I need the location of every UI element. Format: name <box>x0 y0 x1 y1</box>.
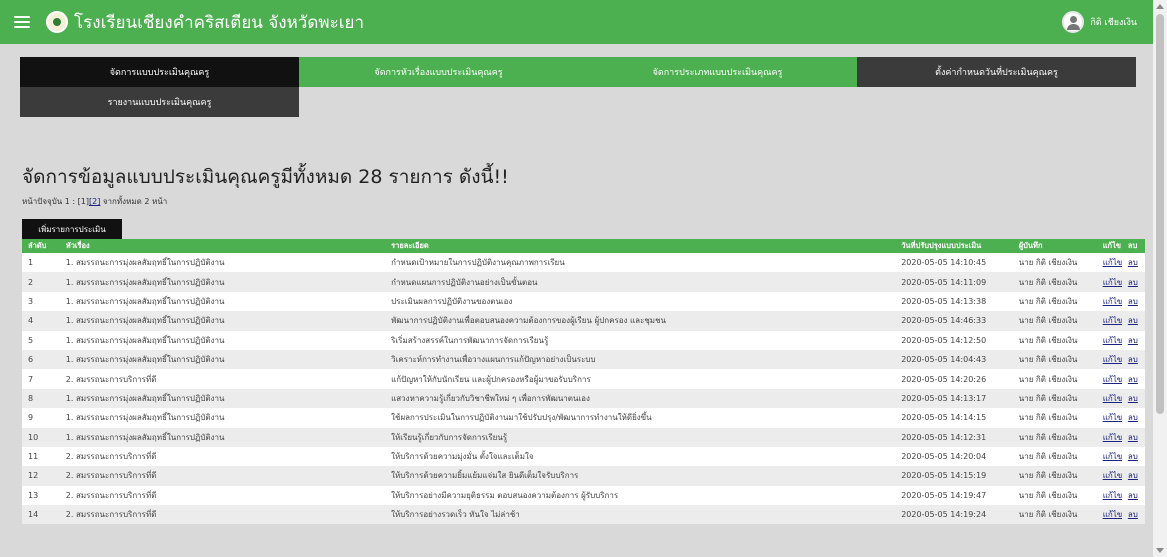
table-row <box>22 447 1145 466</box>
row-delete-cell <box>1122 253 1145 272</box>
table-header-row <box>22 239 1145 253</box>
school-title: โรงเรียนเชียงคำคริสเตียน จังหวัดพะเยา <box>74 12 365 33</box>
row-edit-cell <box>1097 292 1122 311</box>
delete-link[interactable]: ลบ <box>1127 374 1138 384</box>
col-header-no: ลำดับ <box>28 241 47 250</box>
row-no: 5 <box>28 335 34 345</box>
row-edit-cell <box>1097 389 1122 408</box>
row-no: 11 <box>28 452 39 462</box>
row-no: 3 <box>28 296 34 306</box>
row-edit-cell <box>1097 369 1122 388</box>
row-topic: 2. สมรรถนะการบริการที่ดี <box>65 490 157 500</box>
top-bar <box>0 0 1153 44</box>
delete-link[interactable]: ลบ <box>1127 413 1138 423</box>
row-topic: 2. สมรรถนะการบริการที่ดี <box>65 510 157 520</box>
col-header-updated: วันที่ปรับปรุงแบบประเมิน <box>901 241 982 250</box>
row-no: 14 <box>28 510 39 520</box>
col-header-recorder: ผู้บันทึก <box>1018 241 1043 250</box>
col-header-delete: ลบ <box>1127 241 1138 250</box>
table-row <box>22 311 1145 330</box>
row-recorder: นาย กิติ เชียงเงิน <box>1018 316 1078 326</box>
delete-link[interactable]: ลบ <box>1127 471 1138 481</box>
row-edit-cell <box>1097 331 1122 350</box>
table-row <box>22 486 1145 505</box>
edit-link[interactable]: แก้ไข <box>1102 316 1122 326</box>
row-recorder: นาย กิติ เชียงเงิน <box>1018 490 1078 500</box>
row-recorder: นาย กิติ เชียงเงิน <box>1018 452 1078 462</box>
delete-link[interactable]: ลบ <box>1127 277 1138 287</box>
col-header-topic: หัวเรื่อง <box>65 241 90 250</box>
row-no: 10 <box>28 432 39 442</box>
scroll-down-icon[interactable] <box>1156 548 1164 553</box>
delete-link[interactable]: ลบ <box>1127 335 1138 345</box>
edit-link[interactable]: แก้ไข <box>1102 277 1122 287</box>
row-delete-cell <box>1122 292 1145 311</box>
row-edit-cell <box>1097 253 1122 272</box>
row-topic: 2. สมรรถนะการบริการที่ดี <box>65 452 157 462</box>
row-no: 6 <box>28 355 34 365</box>
row-topic: 1. สมรรถนะการมุ่งผลสัมฤทธิ์ในการปฏิบัติงาน <box>65 277 225 287</box>
row-edit-cell <box>1097 350 1122 369</box>
edit-link[interactable]: แก้ไข <box>1102 413 1122 423</box>
row-delete-cell <box>1122 505 1145 524</box>
row-topic: 1. สมรรถนะการมุ่งผลสัมฤทธิ์ในการปฏิบัติงาน <box>65 335 225 345</box>
row-delete-cell <box>1122 350 1145 369</box>
row-detail: แสวงหาความรู้เกี่ยวกับวิชาชีพใหม่ ๆ เพื่อการพัฒนาตนเอง <box>391 393 590 403</box>
row-delete-cell <box>1122 466 1145 485</box>
row-no: 9 <box>28 413 34 423</box>
delete-link[interactable]: ลบ <box>1127 355 1138 365</box>
row-date: 2020-05-05 14:11:09 <box>901 277 987 287</box>
menu-manage-evaluation[interactable]: จัดการแบบประเมินคุณครู <box>20 57 299 87</box>
row-recorder: นาย กิติ เชียงเงิน <box>1018 355 1078 365</box>
row-topic: 2. สมรรถนะการบริการที่ดี <box>65 374 157 384</box>
menu-report[interactable]: รายงานแบบประเมินคุณครู <box>20 87 299 117</box>
edit-link[interactable]: แก้ไข <box>1102 510 1122 520</box>
row-date: 2020-05-05 14:46:33 <box>901 316 987 326</box>
row-no: 12 <box>28 471 39 481</box>
user-avatar-icon[interactable] <box>1062 11 1084 33</box>
row-delete-cell <box>1122 428 1145 447</box>
edit-link[interactable]: แก้ไข <box>1102 490 1122 500</box>
row-edit-cell <box>1097 486 1122 505</box>
user-menu[interactable] <box>1062 11 1137 33</box>
row-recorder: นาย กิติ เชียงเงิน <box>1018 471 1078 481</box>
row-delete-cell <box>1122 311 1145 330</box>
row-date: 2020-05-05 14:13:17 <box>901 393 987 403</box>
row-detail: แก้ปัญหาให้กับนักเรียน และผู้ปกครองหรือผู้มาขอรับบริการ <box>391 374 591 384</box>
edit-link[interactable]: แก้ไข <box>1102 335 1122 345</box>
row-date: 2020-05-05 14:13:38 <box>901 296 987 306</box>
table-row <box>22 408 1145 427</box>
row-edit-cell <box>1097 272 1122 291</box>
row-detail: ให้บริการด้วยความยิ้มแย้มแจ่มใส ยินดีเต็มใจรับบริการ <box>391 471 579 481</box>
edit-link[interactable]: แก้ไข <box>1102 452 1122 462</box>
scroll-thumb[interactable] <box>1156 14 1164 414</box>
row-detail: ให้บริการด้วยความมุ่งมั่น ตั้งใจและเต็มใจ <box>391 452 534 462</box>
edit-link[interactable]: แก้ไข <box>1102 355 1122 365</box>
row-date: 2020-05-05 14:20:04 <box>901 452 987 462</box>
row-date: 2020-05-05 14:10:45 <box>901 258 987 268</box>
row-delete-cell <box>1122 369 1145 388</box>
table-row <box>22 292 1145 311</box>
main-menu <box>20 57 1136 117</box>
menu-settings-date[interactable]: ตั้งค่ากำหนดวันที่ประเมินคุณครู <box>857 57 1136 87</box>
evaluation-table <box>22 239 1145 524</box>
row-recorder: นาย กิติ เชียงเงิน <box>1018 510 1078 520</box>
row-topic: 1. สมรรถนะการมุ่งผลสัมฤทธิ์ในการปฏิบัติงาน <box>65 316 225 326</box>
row-edit-cell <box>1097 408 1122 427</box>
row-detail: ใช้ผลการประเมินในการปฏิบัติงานมาใช้ปรับปรุง/พัฒนาการทำงานให้ดียิ่งขึ้น <box>391 413 652 423</box>
row-recorder: นาย กิติ เชียงเงิน <box>1018 413 1078 423</box>
user-name[interactable]: กิติ เชียงเงิน <box>1090 18 1137 28</box>
add-evaluation-button[interactable]: เพิ่มรายการประเมิน <box>22 219 122 239</box>
table-row <box>22 369 1145 388</box>
table-row <box>22 466 1145 485</box>
edit-link[interactable]: แก้ไข <box>1102 374 1122 384</box>
col-header-edit: แก้ไข <box>1102 241 1121 250</box>
table-row <box>22 331 1145 350</box>
row-recorder: นาย กิติ เชียงเงิน <box>1018 432 1078 442</box>
page-2-link[interactable]: [2] <box>88 197 101 206</box>
row-delete-cell <box>1122 331 1145 350</box>
school-logo <box>46 11 68 33</box>
row-detail: กำหนดเป้าหมายในการปฏิบัติงานคุณภาพการเรียน <box>391 258 565 268</box>
row-topic: 1. สมรรถนะการมุ่งผลสัมฤทธิ์ในการปฏิบัติงาน <box>65 258 225 268</box>
row-no: 2 <box>28 277 34 287</box>
row-date: 2020-05-05 14:14:15 <box>901 413 987 423</box>
row-no: 1 <box>28 258 34 268</box>
row-detail: กำหนดแผนการปฏิบัติงานอย่างเป็นขั้นตอน <box>391 277 538 287</box>
delete-link[interactable]: ลบ <box>1127 432 1138 442</box>
table-row <box>22 272 1145 291</box>
row-delete-cell <box>1122 486 1145 505</box>
delete-link[interactable]: ลบ <box>1127 490 1138 500</box>
pagination <box>22 195 167 208</box>
table-row <box>22 428 1145 447</box>
row-detail: พัฒนาการปฏิบัติงานเพื่อตอบสนองความต้องการของผู้เรียน ผู้ปกครอง และชุมชน <box>391 316 666 326</box>
row-detail: ริเริ่มสร้างสรรค์ในการพัฒนาการจัดการเรียนรู้ <box>391 335 549 345</box>
table-row <box>22 350 1145 369</box>
row-edit-cell <box>1097 447 1122 466</box>
edit-link[interactable]: แก้ไข <box>1102 296 1122 306</box>
row-delete-cell <box>1122 408 1145 427</box>
row-date: 2020-05-05 14:19:47 <box>901 490 987 500</box>
row-detail: ประเมินผลการปฏิบัติงานของตนเอง <box>391 296 513 306</box>
row-no: 4 <box>28 316 34 326</box>
table-row <box>22 253 1145 272</box>
row-detail: ให้บริการอย่างรวดเร็ว ทันใจ ไม่ล่าช้า <box>391 510 520 520</box>
row-edit-cell <box>1097 505 1122 524</box>
pager-prefix: หน้าปัจจุบัน 1 : [1] <box>22 197 89 206</box>
row-detail: ให้บริการอย่างมีความยุติธรรม ตอบสนองความต้องการ ผู้รับบริการ <box>391 490 619 500</box>
row-no: 7 <box>28 374 34 384</box>
edit-link[interactable]: แก้ไข <box>1102 393 1122 403</box>
edit-link[interactable]: แก้ไข <box>1102 432 1122 442</box>
row-no: 13 <box>28 490 39 500</box>
col-header-detail: รายละเอียด <box>391 241 429 250</box>
row-no: 8 <box>28 393 34 403</box>
delete-link[interactable]: ลบ <box>1127 296 1138 306</box>
row-date: 2020-05-05 14:12:31 <box>901 432 987 442</box>
row-delete-cell <box>1122 389 1145 408</box>
row-detail: วิเคราะห์การทำงานเพื่อวางแผนการแก้ปัญหาอย่างเป็นระบบ <box>391 355 596 365</box>
row-delete-cell <box>1122 447 1145 466</box>
delete-link[interactable]: ลบ <box>1127 258 1138 268</box>
row-topic: 1. สมรรถนะการมุ่งผลสัมฤทธิ์ในการปฏิบัติงาน <box>65 355 225 365</box>
row-edit-cell <box>1097 311 1122 330</box>
row-recorder: นาย กิติ เชียงเงิน <box>1018 393 1078 403</box>
pager-suffix: จากทั้งหมด 2 หน้า <box>100 197 168 206</box>
row-topic: 2. สมรรถนะการบริการที่ดี <box>65 471 157 481</box>
row-recorder: นาย กิติ เชียงเงิน <box>1018 296 1078 306</box>
hamburger-menu-icon[interactable] <box>14 16 30 28</box>
row-recorder: นาย กิติ เชียงเงิน <box>1018 258 1078 268</box>
edit-link[interactable]: แก้ไข <box>1102 471 1122 481</box>
table-row <box>22 505 1145 524</box>
row-recorder: นาย กิติ เชียงเงิน <box>1018 277 1078 287</box>
row-delete-cell <box>1122 272 1145 291</box>
row-date: 2020-05-05 14:15:19 <box>901 471 987 481</box>
row-recorder: นาย กิติ เชียงเงิน <box>1018 335 1078 345</box>
row-recorder: นาย กิติ เชียงเงิน <box>1018 374 1078 384</box>
delete-link[interactable]: ลบ <box>1127 510 1138 520</box>
row-date: 2020-05-05 14:19:24 <box>901 510 987 520</box>
edit-link[interactable]: แก้ไข <box>1102 258 1122 268</box>
delete-link[interactable]: ลบ <box>1127 452 1138 462</box>
row-topic: 1. สมรรถนะการมุ่งผลสัมฤทธิ์ในการปฏิบัติงาน <box>65 393 225 403</box>
table-row <box>22 389 1145 408</box>
menu-manage-topics[interactable]: จัดการหัวเรื่องแบบประเมินคุณครู <box>299 57 578 87</box>
row-edit-cell <box>1097 466 1122 485</box>
menu-manage-types[interactable]: จัดการประเภทแบบประเมินคุณครู <box>578 57 857 87</box>
scrollbar[interactable] <box>1153 0 1167 557</box>
row-detail: ให้เรียนรู้เกี่ยวกับการจัดการเรียนรู้ <box>391 432 508 442</box>
row-date: 2020-05-05 14:20:26 <box>901 374 987 384</box>
row-date: 2020-05-05 14:04:43 <box>901 355 987 365</box>
row-topic: 1. สมรรถนะการมุ่งผลสัมฤทธิ์ในการปฏิบัติงาน <box>65 432 225 442</box>
row-edit-cell <box>1097 428 1122 447</box>
delete-link[interactable]: ลบ <box>1127 393 1138 403</box>
row-topic: 1. สมรรถนะการมุ่งผลสัมฤทธิ์ในการปฏิบัติงาน <box>65 296 225 306</box>
delete-link[interactable]: ลบ <box>1127 316 1138 326</box>
scroll-up-icon[interactable] <box>1156 4 1164 9</box>
row-topic: 1. สมรรถนะการมุ่งผลสัมฤทธิ์ในการปฏิบัติงาน <box>65 413 225 423</box>
page-title: จัดการข้อมูลแบบประเมินคุณครูมีทั้งหมด 28 รายการ ดังนี้!! <box>22 166 509 188</box>
row-date: 2020-05-05 14:12:50 <box>901 335 987 345</box>
